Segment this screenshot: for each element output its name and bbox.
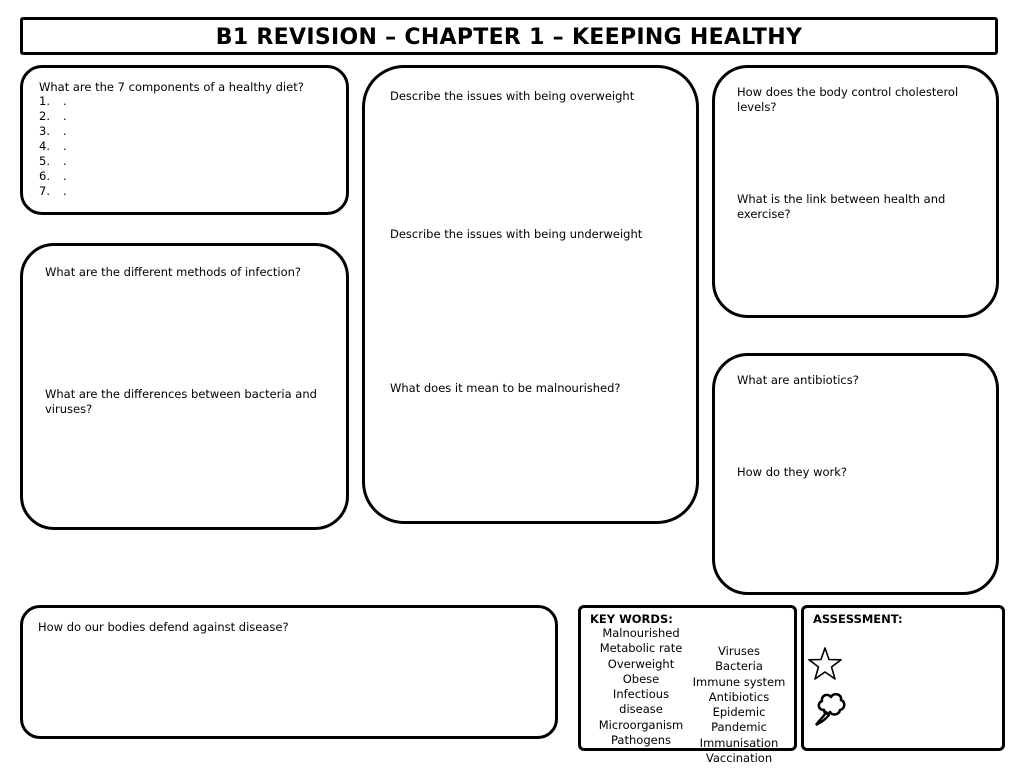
- diet-item-number: 1.: [39, 94, 50, 108]
- diet-item-number: 3.: [39, 124, 50, 138]
- malnourished-question: What does it mean to be malnourished?: [390, 381, 621, 395]
- keywords-title: KEY WORDS:: [590, 612, 673, 626]
- diet-item: [39, 154, 67, 169]
- keywords-column-2: [687, 644, 791, 766]
- assessment-title: ASSESSMENT:: [813, 612, 903, 626]
- diet-item-value: .: [63, 139, 67, 153]
- diet-item-value: .: [63, 154, 67, 168]
- antibiotics-question: What are antibiotics?: [737, 373, 859, 387]
- diet-item-number: 7.: [39, 184, 50, 198]
- keywords-column-1: [583, 626, 699, 748]
- diet-item: [39, 94, 67, 109]
- diet-item: [39, 124, 67, 139]
- underweight-question: Describe the issues with being underweight: [390, 227, 643, 241]
- keyword: Microorganism: [598, 717, 684, 732]
- defence-box: [20, 605, 558, 739]
- diet-item: [39, 184, 67, 199]
- diet-item-value: .: [63, 184, 67, 198]
- diet-item-number: 4.: [39, 139, 50, 153]
- diet-list: [39, 94, 67, 199]
- infection-methods-question: What are the different methods of infection?: [45, 265, 302, 279]
- how-they-work-question: How do they work?: [737, 465, 848, 479]
- keyword: Antibiotics: [708, 689, 770, 704]
- defence-question: How do our bodies defend against disease?: [38, 620, 289, 634]
- overweight-question: Describe the issues with being overweight: [390, 89, 635, 103]
- keywords-box: [578, 605, 797, 766]
- cholesterol-box: [712, 65, 999, 318]
- diet-box: [20, 65, 349, 215]
- diet-item-number: 2.: [39, 109, 50, 123]
- keyword: Pathogens: [611, 733, 671, 748]
- diet-item-number: 6.: [39, 169, 50, 183]
- weight-box: [362, 65, 699, 524]
- keyword: Viruses: [718, 644, 760, 658]
- star-icon: [807, 646, 843, 682]
- page-title: B1 REVISION – CHAPTER 1 – KEEPING HEALTHY: [215, 25, 803, 50]
- keyword: Metabolic rate: [599, 641, 683, 656]
- keyword: Pandemic: [711, 720, 767, 735]
- keyword: Immune system: [692, 674, 786, 689]
- diet-item-value: .: [63, 169, 67, 183]
- antibiotics-box: [712, 353, 999, 595]
- diet-item-value: .: [63, 124, 67, 138]
- cholesterol-question: How does the body control cholesterol levels?: [737, 85, 959, 114]
- keyword: Immunisation: [699, 735, 779, 750]
- keyword: Bacteria: [715, 659, 763, 674]
- diet-item-number: 5.: [39, 154, 50, 168]
- keyword: Epidemic: [712, 705, 766, 720]
- keyword: disease: [619, 702, 663, 717]
- diet-item: [39, 169, 67, 184]
- keyword: Obese: [622, 671, 660, 686]
- diet-item: [39, 109, 67, 124]
- keyword: Malnourished: [602, 626, 680, 640]
- infection-box: [20, 243, 349, 530]
- diet-item: [39, 139, 67, 154]
- diet-question: What are the 7 components of a healthy diet?: [39, 80, 304, 94]
- assessment-box: [801, 605, 1005, 751]
- thought-bubble-icon: [812, 690, 848, 732]
- diet-item-value: .: [63, 94, 67, 108]
- diet-item-value: .: [63, 109, 67, 123]
- keyword: Infectious: [612, 687, 670, 702]
- title-banner: [20, 17, 998, 55]
- exercise-question: What is the link between health and exercise?: [737, 192, 946, 221]
- keyword: Vaccination: [705, 751, 773, 766]
- bacteria-viruses-question: What are the differences between bacteria and viruses?: [45, 387, 317, 416]
- keyword: Overweight: [607, 656, 675, 671]
